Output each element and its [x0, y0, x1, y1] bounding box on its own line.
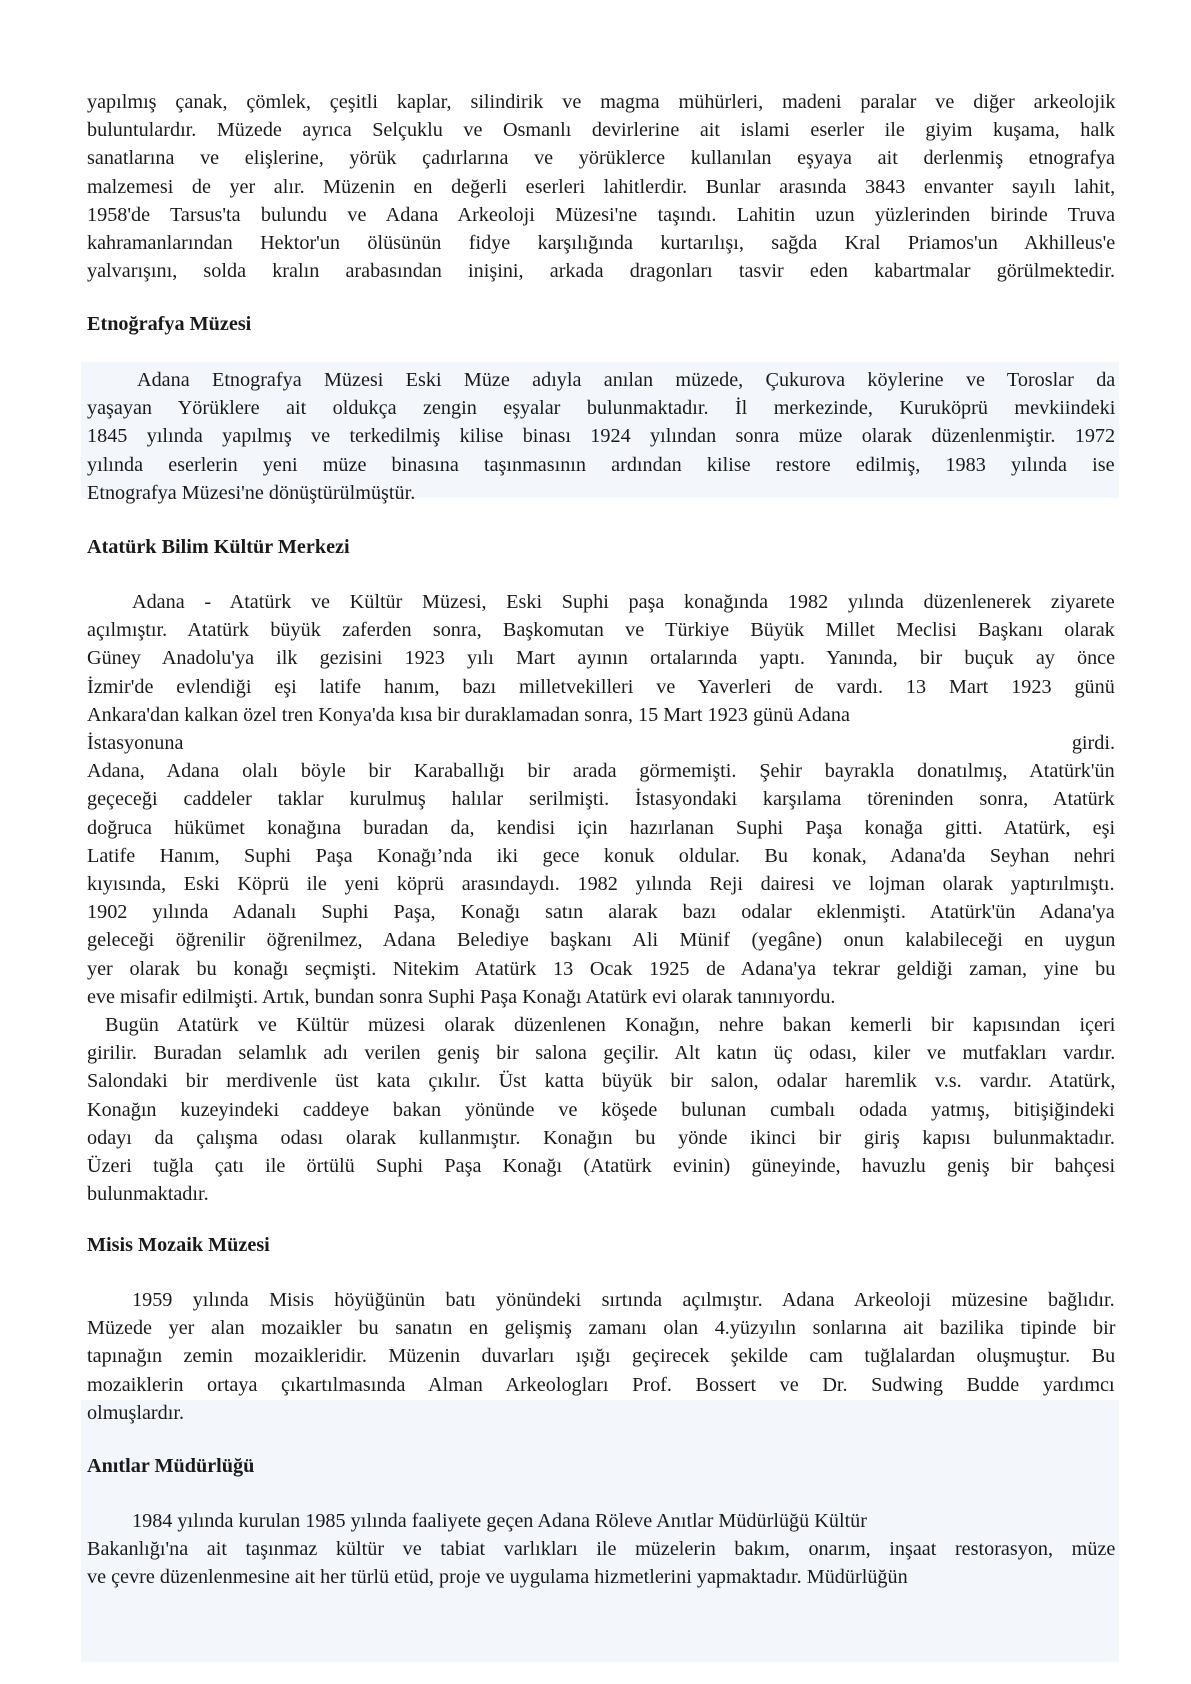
ataturk-line	[87, 729, 1115, 757]
ataturk-line: yer olarak bu konağı seçmişti. Nitekim Atatürk 13 Ocak 1925 de Adana'ya tekrar geldiği zaman, yine bu	[87, 957, 1116, 980]
intro-line: 1958'de Tarsus'ta bulundu ve Adana Arkeoloji Müzesi'ne taşındı. Lahitin uzun yüzlerinden birinde Truva	[87, 203, 1116, 226]
misis-line: Müzede yer alan mozaikler bu sanatın en gelişmiş zamanı olan 4.yüzyılın sonlarına ait bazilika tipinde bir	[87, 1317, 1116, 1340]
ataturk-line: doğruca hükümet konağına buradan da, kendisi için hazırlanan Suphi Paşa konağa gitti. Atatürk, eşi	[87, 816, 1116, 839]
intro-paragraph	[87, 88, 1115, 285]
intro-line: sanatlarına ve elişlerine, yörük çadırlarına ve yörüklerce kullanılan eşyaya ait derlenmiş etnografya	[87, 147, 1115, 170]
ataturk-line: Latife Hanım, Suphi Paşa Konağı’nda iki gece konuk oldular. Bu konak, Adana'da Seyhan nehri	[87, 844, 1116, 867]
ataturk-line: Ankara'dan kalkan özel tren Konya'da kısa bir duraklamadan sonra, 15 Mart 1923 günü Adana	[87, 703, 850, 726]
intro-line: yapılmış çanak, çömlek, çeşitli kaplar, silindirik ve magma mühürleri, madeni paralar ve diğer arkeolojik	[87, 91, 1116, 113]
ataturk-line: açılmıştır. Atatürk büyük zaferden sonra, Başkomutan ve Türkiye Büyük Millet Meclisi Başkanı olarak	[87, 619, 1115, 642]
ataturk-line: Güney Anadolu'ya ilk gezisini 1923 yılı Mart ayının ortalarında yaptı. Yanında, bir buçuk ay önce	[87, 647, 1116, 670]
etnografya-line: Adana Etnografya Müzesi Eski Müze adıyla anılan müzede, Çukurova köylerine ve Toroslar da	[137, 369, 1116, 391]
ataturk-line: Bugün Atatürk ve Kültür müzesi olarak düzenlenen Konağın, nehre bakan kemerli bir kapısından içeri	[105, 1014, 1116, 1037]
heading-misis-mozaik-muzesi: Misis Mozaik Müzesi	[87, 1234, 270, 1256]
etnografya-line: 1845 yılında yapılmış ve terkedilmiş kilise binası 1924 yılından sonra müze olarak düzenlenmiştir. 1972	[87, 425, 1116, 448]
ataturk-line: geçeceği caddeler taklar kurulmuş halılar serilmişti. İstasyondaki karşılama töreninden sonra, Atatürk	[87, 788, 1115, 811]
etnografya-line: Etnografya Müzesi'ne dönüştürülmüştür.	[87, 481, 416, 504]
anitlar-line: 1984 yılında kurulan 1985 yılında faaliyete geçen Adana Röleve Anıtlar Müdürlüğü Kültür	[132, 1510, 867, 1532]
ataturk-line: Adana - Atatürk ve Kültür Müzesi, Eski Suphi paşa konağında 1982 yılında düzenlenerek ziyarete	[132, 591, 1115, 613]
ataturk-line: İzmir'de evlendiği eşi latife hanım, bazı milletvekilleri ve Yaverleri de vardı. 13 Mart 1923 günü	[87, 675, 1115, 698]
ataturk-word: girdi.	[1071, 732, 1115, 755]
anitlar-line: Bakanlığı'na ait taşınmaz kültür ve tabiat varlıkları ile müzelerin bakım, onarım, inşaat restorasyon, müze	[87, 1538, 1116, 1561]
etnografya-paragraph	[87, 366, 1115, 507]
anitlar-paragraph	[87, 1507, 1115, 1592]
ataturk-paragraph	[87, 588, 1115, 1208]
ataturk-line: bulunmaktadır.	[87, 1183, 209, 1206]
ataturk-line: Üzeri tuğla çatı ile örtülü Suphi Paşa Konağı (Atatürk evinin) güneyinde, havuzlu geniş bir bahçesi	[87, 1155, 1116, 1178]
ataturk-line: Adana, Adana olalı böyle bir Karaballığı bir arada görmemişti. Şehir bayrakla donatılmış, Atatürk'ün	[87, 760, 1115, 783]
ataturk-line: Salondaki bir merdivenle üst kata çıkılır. Üst katta büyük bir salon, odalar haremlik v.s. vardır. Atatürk,	[87, 1070, 1116, 1093]
heading-etnografya-muzesi: Etnoğrafya Müzesi	[87, 313, 252, 335]
misis-line: tapınağın zemin mozaikleridir. Müzenin duvarları ışığı geçirecek şekilde cam tuğlalardan oluşmuştur. Bu	[87, 1345, 1116, 1368]
anitlar-line: ve çevre düzenlenmesine ait her türlü etüd, proje ve uygulama hizmetlerini yapmaktadır. Müdürlüğün	[87, 1566, 908, 1589]
ataturk-line: eve misafir edilmişti. Artık, bundan sonra Suphi Paşa Konağı Atatürk evi olarak tanınıyordu.	[87, 985, 836, 1008]
misis-paragraph	[87, 1286, 1115, 1427]
ataturk-word: İstasyonuna	[87, 732, 184, 755]
intro-line: malzemesi de yer alır. Müzenin en değerli eserleri lahitlerdir. Bunlar arasında 3843 envanter sayılı lahit,	[87, 175, 1116, 198]
etnografya-line: yaşayan Yörüklere ait oldukça zengin eşyalar bulunmaktadır. İl merkezinde, Kuruköprü mevkiindeki	[87, 397, 1116, 420]
ataturk-line: odayı da çalışma odası olarak kullanmıştır. Konağın bu yönde ikinci bir giriş kapısı bulunmaktadır.	[87, 1126, 1115, 1149]
ataturk-line: kıyısında, Eski Köprü ile yeni köprü arasındaydı. 1982 yılında Reji dairesi ve lojman olarak yaptırılmıştı.	[87, 873, 1115, 896]
misis-line: 1959 yılında Misis höyüğünün batı yönündeki sırtında açılmıştır. Adana Arkeoloji müzesine bağlıdır.	[132, 1289, 1115, 1311]
misis-line: olmuşlardır.	[87, 1401, 185, 1424]
ataturk-line: 1902 yılında Adanalı Suphi Paşa, Konağı satın alarak bazı odalar eklenmişti. Atatürk'ün Adana'ya	[87, 901, 1115, 924]
misis-line: mozaiklerin ortaya çıkartılmasında Alman Arkeologları Prof. Bossert ve Dr. Sudwing Budde yardımcı	[87, 1373, 1115, 1396]
heading-ataturk-bilim-kultur-merkezi: Atatürk Bilim Kültür Merkezi	[87, 536, 350, 558]
heading-anitlar-mudurlugu: Anıtlar Müdürlüğü	[87, 1455, 255, 1477]
intro-line: buluntulardır. Müzede ayrıca Selçuklu ve Osmanlı devirlerine ait islami eserler ile giyim kuşama, halk	[87, 119, 1115, 142]
ataturk-line: girilir. Buradan selamlık adı verilen geniş bir salona geçilir. Alt katın üç odası, kiler ve mutfakları vardır.	[87, 1042, 1116, 1065]
etnografya-line: yılında eserlerin yeni müze binasına taşınmasının ardından kilise restore edilmiş, 1983 yılında ise	[87, 453, 1115, 476]
intro-line: yalvarışını, solda kralın arabasından inişini, arkada dragonları tasvir eden kabartmalar görülmektedir.	[87, 260, 1115, 283]
ataturk-line: geleceği öğrenilir öğrenilmez, Adana Belediye başkanı Ali Münif (yegâne) onun kalabileceği en uygun	[87, 929, 1116, 952]
intro-line: kahramanlarından Hektor'un ölüsünün fidye karşılığında kurtarılışı, sağda Kral Priamos'un Akhilleus'e	[87, 232, 1116, 255]
ataturk-line: Konağın kuzeyindeki caddeye bakan yönünde ve köşede bulunan cumbalı odada yatmış, bitişiğindeki	[87, 1098, 1115, 1121]
